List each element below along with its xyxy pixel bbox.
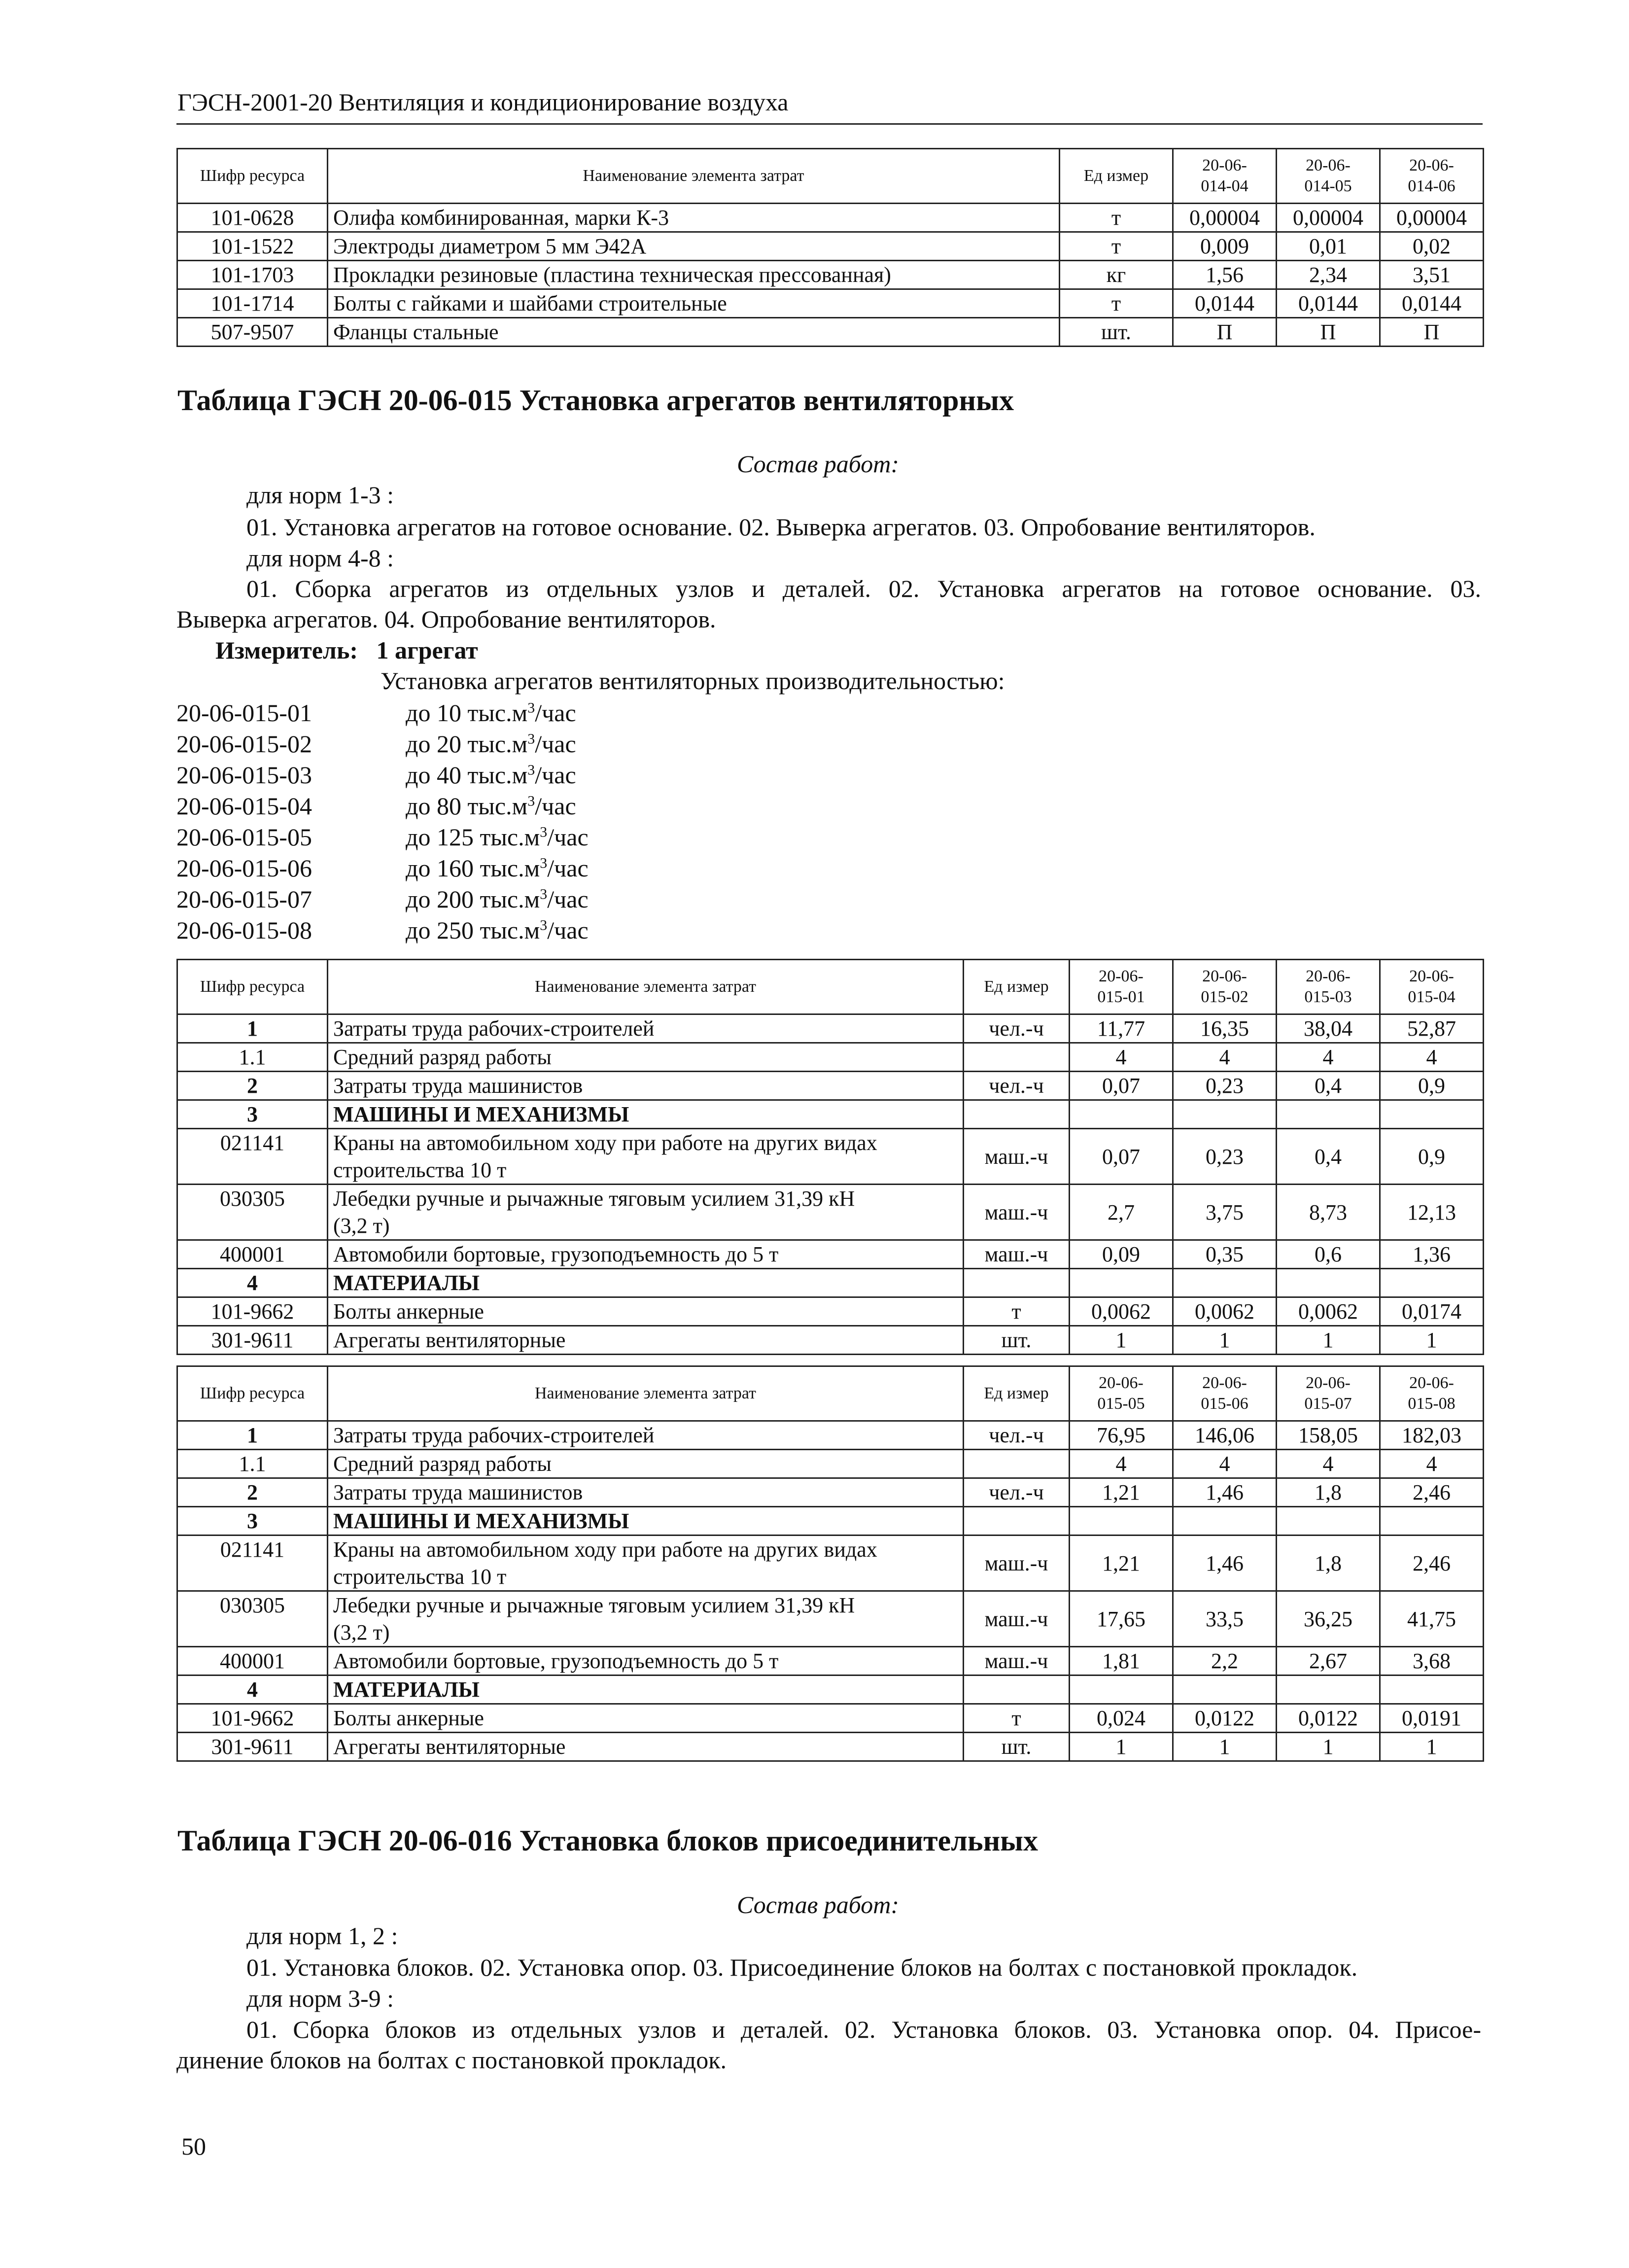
cell-name: Болты анкерные — [328, 1704, 964, 1733]
table-row — [177, 1297, 1484, 1326]
cell-code: 1 — [177, 1014, 328, 1043]
cell-value: 1 — [1070, 1733, 1173, 1761]
header-norm: 20-06- 015-01 — [1070, 960, 1173, 1014]
cell-name: Болты с гайками и шайбами строительные — [328, 289, 1060, 318]
cell-value: 4 — [1173, 1043, 1277, 1072]
cell-value: 1,81 — [1070, 1647, 1173, 1675]
norm-code: 20-06-015-02 — [176, 730, 312, 758]
cell-value: 2,34 — [1277, 261, 1380, 289]
cell-name: Прокладки резиновые (пластина техническая прессованная) — [328, 261, 1060, 289]
izmeritel: Измеритель: 1 агрегат — [215, 636, 478, 664]
cell-value: 1,46 — [1173, 1535, 1277, 1591]
table-row — [177, 1478, 1484, 1507]
cell-code: 507-9507 — [177, 318, 328, 347]
cell-value: 1,56 — [1173, 261, 1277, 289]
cell-value: 0,9 — [1380, 1072, 1484, 1100]
header-unit: Ед измер — [964, 1366, 1070, 1421]
section-subtitle: Установка агрегатов вентиляторных производительностью: — [381, 667, 1005, 695]
cell-value — [1380, 1675, 1484, 1704]
cell-value: 4 — [1173, 1450, 1277, 1478]
cell-name: МАШИНЫ И МЕХАНИЗМЫ — [328, 1100, 964, 1129]
cell-value — [1070, 1675, 1173, 1704]
cell-value: 1 — [1173, 1326, 1277, 1355]
header-rule — [176, 123, 1483, 125]
cell-code: 101-0628 — [177, 204, 328, 232]
cell-value: 33,5 — [1173, 1591, 1277, 1647]
cell-value: 0,23 — [1173, 1129, 1277, 1185]
cell-value — [1070, 1507, 1173, 1535]
table-header-row — [177, 1366, 1484, 1421]
cell-name: (3,2 т) — [328, 1619, 964, 1647]
cell-unit — [964, 1675, 1070, 1704]
cell-value: П — [1380, 318, 1484, 347]
cell-value — [1277, 1100, 1380, 1129]
header-norm: 20-06- 015-07 — [1277, 1366, 1380, 1421]
cell-name: МАТЕРИАЛЫ — [328, 1675, 964, 1704]
cell-value: 0,0144 — [1173, 289, 1277, 318]
cell-value — [1380, 1269, 1484, 1297]
cell-value: 0,0062 — [1173, 1297, 1277, 1326]
cell-value: 1,36 — [1380, 1240, 1484, 1269]
cell-value: 8,73 — [1277, 1185, 1380, 1240]
cell-code: 101-9662 — [177, 1704, 328, 1733]
header-norm: 20-06- 014-05 — [1277, 149, 1380, 204]
cell-value: 0,024 — [1070, 1704, 1173, 1733]
cell-name: Краны на автомобильном ходу при работе на других видах — [328, 1129, 964, 1157]
cell-value: 4 — [1277, 1450, 1380, 1478]
norm-capacity: до 40 $тыс.м^3$/час — [406, 761, 576, 789]
cell-value: 0,35 — [1173, 1240, 1277, 1269]
table-header-row — [177, 149, 1484, 204]
cell-value: 4 — [1380, 1043, 1484, 1072]
cell-name: Электроды диаметром 5 мм Э42А — [328, 232, 1060, 261]
norms-3-9-label: для норм 3-9 : — [246, 1985, 394, 2012]
table-row — [177, 289, 1484, 318]
cell-value: П — [1173, 318, 1277, 347]
cell-name: Автомобили бортовые, грузоподъемность до 5 т — [328, 1240, 964, 1269]
header-norm: 20-06- 015-04 — [1380, 960, 1484, 1014]
cell-value: 3,75 — [1173, 1185, 1277, 1240]
cell-code: 030305 — [177, 1591, 328, 1647]
cell-value: 0,9 — [1380, 1129, 1484, 1185]
norm-capacity: до 200 $тыс.м^3$/час — [406, 885, 589, 913]
work-description: динение блоков на болтах с постановкой прокладок. — [176, 2046, 727, 2074]
norm-capacity: до 10 $тыс.м^3$/час — [406, 699, 576, 727]
work-description: Выверка агрегатов. 04. Опробование вентиляторов. — [176, 605, 716, 633]
norm-code: 20-06-015-03 — [176, 761, 312, 789]
cell-value — [1277, 1675, 1380, 1704]
table-row — [177, 1072, 1484, 1100]
cell-value: 1 — [1380, 1733, 1484, 1761]
cell-unit: маш.-ч — [964, 1185, 1070, 1240]
cell-unit: т — [964, 1297, 1070, 1326]
cell-code: 101-1703 — [177, 261, 328, 289]
table-row — [177, 1450, 1484, 1478]
table-row — [177, 261, 1484, 289]
running-head: ГЭСН-2001-20 Вентиляция и кондиционирование воздуха — [177, 88, 789, 116]
cell-unit: т — [1060, 204, 1173, 232]
table-row — [177, 1240, 1484, 1269]
header-norm: 20-06- 015-05 — [1070, 1366, 1173, 1421]
cell-value: 1,8 — [1277, 1478, 1380, 1507]
norm-code: 20-06-015-04 — [176, 792, 312, 820]
cell-value — [1173, 1100, 1277, 1129]
cell-code: 2 — [177, 1072, 328, 1100]
cell-value: 2,46 — [1380, 1478, 1484, 1507]
table-row — [177, 204, 1484, 232]
cell-value — [1173, 1507, 1277, 1535]
cell-value — [1070, 1100, 1173, 1129]
cell-name: Затраты труда машинистов — [328, 1072, 964, 1100]
header-name: Наименование элемента затрат — [328, 1366, 964, 1421]
cell-value: 0,0122 — [1277, 1704, 1380, 1733]
header-norm: 20-06- 014-06 — [1380, 149, 1484, 204]
cell-value: 0,09 — [1070, 1240, 1173, 1269]
table-row — [177, 1014, 1484, 1043]
table-row — [177, 1591, 1484, 1619]
cell-value: 2,2 — [1173, 1647, 1277, 1675]
cell-value: 158,05 — [1277, 1421, 1380, 1450]
norm-capacity: до 250 $тыс.м^3$/час — [406, 916, 589, 944]
cell-value: 0,0191 — [1380, 1704, 1484, 1733]
norms-4-8-label: для норм 4-8 : — [246, 544, 394, 572]
cell-value: 0,07 — [1070, 1129, 1173, 1185]
cell-code: 4 — [177, 1269, 328, 1297]
cell-unit — [964, 1450, 1070, 1478]
norm-capacity: до 80 $тыс.м^3$/час — [406, 792, 576, 820]
cell-value — [1380, 1100, 1484, 1129]
cell-code: 1 — [177, 1421, 328, 1450]
cell-unit: маш.-ч — [964, 1535, 1070, 1591]
cell-value: 36,25 — [1277, 1591, 1380, 1647]
cell-value: 0,00004 — [1380, 204, 1484, 232]
cell-unit: шт. — [964, 1733, 1070, 1761]
cell-value: 0,23 — [1173, 1072, 1277, 1100]
cell-value: 1 — [1277, 1733, 1380, 1761]
table-row — [177, 1704, 1484, 1733]
cell-name: Лебедки ручные и рычажные тяговым усилием 31,39 кН — [328, 1591, 964, 1619]
cell-code: 101-1522 — [177, 232, 328, 261]
cell-value: 4 — [1277, 1043, 1380, 1072]
cell-name: МАШИНЫ И МЕХАНИЗМЫ — [328, 1507, 964, 1535]
cell-code: 4 — [177, 1675, 328, 1704]
table-row — [177, 232, 1484, 261]
section-title-016: Таблица ГЭСН 20-06-016 Установка блоков присоединительных — [177, 1824, 1039, 1857]
table-header-row — [177, 960, 1484, 1014]
norm-code: 20-06-015-07 — [176, 885, 312, 913]
header-name: Наименование элемента затрат — [328, 960, 964, 1014]
header-unit: Ед измер — [964, 960, 1070, 1014]
cell-value — [1277, 1507, 1380, 1535]
cell-value: 0,0062 — [1070, 1297, 1173, 1326]
cell-name: Лебедки ручные и рычажные тяговым усилием 31,39 кН — [328, 1185, 964, 1213]
norm-capacity: до 125 $тыс.м^3$/час — [406, 823, 589, 851]
cell-value: 4 — [1070, 1043, 1173, 1072]
cell-value: 0,0144 — [1380, 289, 1484, 318]
table-015-05-08 — [176, 1365, 1484, 1762]
cell-code: 2 — [177, 1478, 328, 1507]
header-norm: 20-06- 015-03 — [1277, 960, 1380, 1014]
table-row — [177, 1675, 1484, 1704]
cell-value: 0,00004 — [1173, 204, 1277, 232]
header-code: Шифр ресурса — [177, 1366, 328, 1421]
cell-value: 0,4 — [1277, 1129, 1380, 1185]
cell-unit: маш.-ч — [964, 1591, 1070, 1647]
norm-capacity: до 20 $тыс.м^3$/час — [406, 730, 576, 758]
header-norm: 20-06- 014-04 — [1173, 149, 1277, 204]
cell-unit — [964, 1507, 1070, 1535]
table-014-continuation — [176, 148, 1484, 347]
cell-unit: маш.-ч — [964, 1240, 1070, 1269]
table-row — [177, 1185, 1484, 1213]
header-norm: 20-06- 015-02 — [1173, 960, 1277, 1014]
table-row — [177, 1129, 1484, 1157]
cell-value: 146,06 — [1173, 1421, 1277, 1450]
cell-name: Фланцы стальные — [328, 318, 1060, 347]
cell-name: строительства 10 т — [328, 1563, 964, 1591]
cell-value: 0,07 — [1070, 1072, 1173, 1100]
cell-name: Краны на автомобильном ходу при работе на других видах — [328, 1535, 964, 1564]
cell-unit: т — [1060, 232, 1173, 261]
cell-unit: чел.-ч — [964, 1421, 1070, 1450]
cell-value: 1,21 — [1070, 1535, 1173, 1591]
work-description: 01. Установка блоков. 02. Установка опор. 03. Присоединение блоков на болтах с постановкой прокладок. — [246, 1954, 1358, 1981]
cell-value: 0,00004 — [1277, 204, 1380, 232]
cell-name: Олифа комбинированная, марки К-3 — [328, 204, 1060, 232]
cell-code: 101-9662 — [177, 1297, 328, 1326]
cell-code: 030305 — [177, 1185, 328, 1240]
page-number: 50 — [181, 2132, 206, 2160]
cell-value — [1173, 1675, 1277, 1704]
cell-value: 0,0122 — [1173, 1704, 1277, 1733]
table-row — [177, 1421, 1484, 1450]
cell-value: 1,8 — [1277, 1535, 1380, 1591]
cell-name: Агрегаты вентиляторные — [328, 1733, 964, 1761]
cell-code: 021141 — [177, 1535, 328, 1591]
table-row — [177, 1733, 1484, 1761]
cell-unit: т — [1060, 289, 1173, 318]
cell-name: Затраты труда машинистов — [328, 1478, 964, 1507]
cell-value: 1 — [1173, 1733, 1277, 1761]
table-row — [177, 1269, 1484, 1297]
cell-value — [1173, 1269, 1277, 1297]
cell-value: 16,35 — [1173, 1014, 1277, 1043]
cell-value — [1380, 1507, 1484, 1535]
cell-name: Болты анкерные — [328, 1297, 964, 1326]
cell-unit: т — [964, 1704, 1070, 1733]
cell-unit: шт. — [964, 1326, 1070, 1355]
cell-unit: чел.-ч — [964, 1072, 1070, 1100]
header-code: Шифр ресурса — [177, 149, 328, 204]
header-norm: 20-06- 015-06 — [1173, 1366, 1277, 1421]
cell-code: 101-1714 — [177, 289, 328, 318]
table-row — [177, 318, 1484, 347]
cell-code: 400001 — [177, 1240, 328, 1269]
cell-unit: чел.-ч — [964, 1014, 1070, 1043]
cell-value: 0,01 — [1277, 232, 1380, 261]
cell-value: 11,77 — [1070, 1014, 1173, 1043]
cell-name: Средний разряд работы — [328, 1043, 964, 1072]
cell-value: 3,68 — [1380, 1647, 1484, 1675]
norms-1-3-label: для норм 1-3 : — [246, 481, 394, 509]
cell-value: 4 — [1070, 1450, 1173, 1478]
cell-value: 17,65 — [1070, 1591, 1173, 1647]
cell-unit — [964, 1269, 1070, 1297]
cell-value: 1 — [1070, 1326, 1173, 1355]
cell-code: 021141 — [177, 1129, 328, 1185]
section-title-015: Таблица ГЭСН 20-06-015 Установка агрегатов вентиляторных — [177, 384, 1014, 417]
cell-value: 41,75 — [1380, 1591, 1484, 1647]
header-name: Наименование элемента затрат — [328, 149, 1060, 204]
cell-value: 38,04 — [1277, 1014, 1380, 1043]
cell-value: П — [1277, 318, 1380, 347]
sostav-label: Состав работ: — [737, 450, 900, 478]
cell-unit: шт. — [1060, 318, 1173, 347]
cell-name: МАТЕРИАЛЫ — [328, 1269, 964, 1297]
cell-value: 0,0062 — [1277, 1297, 1380, 1326]
cell-value: 2,46 — [1380, 1535, 1484, 1591]
cell-code: 301-9611 — [177, 1326, 328, 1355]
cell-unit: чел.-ч — [964, 1478, 1070, 1507]
cell-value: 0,009 — [1173, 232, 1277, 261]
header-norm: 20-06- 015-08 — [1380, 1366, 1484, 1421]
cell-code: 400001 — [177, 1647, 328, 1675]
work-description: 01. Сборка агрегатов из отдельных узлов и деталей. 02. Установка агрегатов на готовое основание. 03. — [246, 575, 1481, 602]
table-row — [177, 1647, 1484, 1675]
norm-code: 20-06-015-06 — [176, 854, 312, 882]
cell-unit: маш.-ч — [964, 1647, 1070, 1675]
cell-value: 2,7 — [1070, 1185, 1173, 1240]
table-row — [177, 1326, 1484, 1355]
cell-value: 1,46 — [1173, 1478, 1277, 1507]
cell-name: Средний разряд работы — [328, 1450, 964, 1478]
cell-name: Затраты труда рабочих-строителей — [328, 1421, 964, 1450]
cell-name: Автомобили бортовые, грузоподъемность до 5 т — [328, 1647, 964, 1675]
sostav-label: Состав работ: — [737, 1891, 900, 1919]
work-description: 01. Установка агрегатов на готовое основание. 02. Выверка агрегатов. 03. Опробование вентиляторов. — [246, 513, 1316, 541]
cell-value: 3,51 — [1380, 261, 1484, 289]
cell-name: Затраты труда рабочих-строителей — [328, 1014, 964, 1043]
table-row — [177, 1043, 1484, 1072]
cell-value: 76,95 — [1070, 1421, 1173, 1450]
cell-value — [1277, 1269, 1380, 1297]
header-unit: Ед измер — [1060, 149, 1173, 204]
cell-value: 0,4 — [1277, 1072, 1380, 1100]
cell-code: 1.1 — [177, 1043, 328, 1072]
cell-unit — [964, 1100, 1070, 1129]
cell-value: 0,0174 — [1380, 1297, 1484, 1326]
cell-unit: кг — [1060, 261, 1173, 289]
cell-unit: маш.-ч — [964, 1129, 1070, 1185]
norm-code: 20-06-015-01 — [176, 699, 312, 727]
cell-value: 1,21 — [1070, 1478, 1173, 1507]
cell-value: 1 — [1380, 1326, 1484, 1355]
cell-name: (3,2 т) — [328, 1212, 964, 1240]
cell-value: 1 — [1277, 1326, 1380, 1355]
cell-name: строительства 10 т — [328, 1156, 964, 1185]
cell-name: Агрегаты вентиляторные — [328, 1326, 964, 1355]
cell-value: 0,6 — [1277, 1240, 1380, 1269]
cell-value: 182,03 — [1380, 1421, 1484, 1450]
cell-code: 1.1 — [177, 1450, 328, 1478]
norms-1-2-label: для норм 1, 2 : — [246, 1922, 398, 1950]
cell-value: 4 — [1380, 1450, 1484, 1478]
table-row — [177, 1535, 1484, 1564]
norm-code: 20-06-015-08 — [176, 916, 312, 944]
norm-capacity: до 160 $тыс.м^3$/час — [406, 854, 589, 882]
cell-code: 301-9611 — [177, 1733, 328, 1761]
table-row — [177, 1507, 1484, 1535]
table-row — [177, 1100, 1484, 1129]
cell-value: 2,67 — [1277, 1647, 1380, 1675]
cell-value: 12,13 — [1380, 1185, 1484, 1240]
cell-value: 52,87 — [1380, 1014, 1484, 1043]
work-description: 01. Сборка блоков из отдельных узлов и деталей. 02. Установка блоков. 03. Установка опор. 04. Присое- — [246, 2016, 1481, 2043]
cell-code: 3 — [177, 1507, 328, 1535]
table-015-01-04 — [176, 959, 1484, 1355]
cell-value: 0,02 — [1380, 232, 1484, 261]
cell-value — [1070, 1269, 1173, 1297]
cell-value: 0,0144 — [1277, 289, 1380, 318]
norm-code: 20-06-015-05 — [176, 823, 312, 851]
header-code: Шифр ресурса — [177, 960, 328, 1014]
cell-unit — [964, 1043, 1070, 1072]
cell-code: 3 — [177, 1100, 328, 1129]
